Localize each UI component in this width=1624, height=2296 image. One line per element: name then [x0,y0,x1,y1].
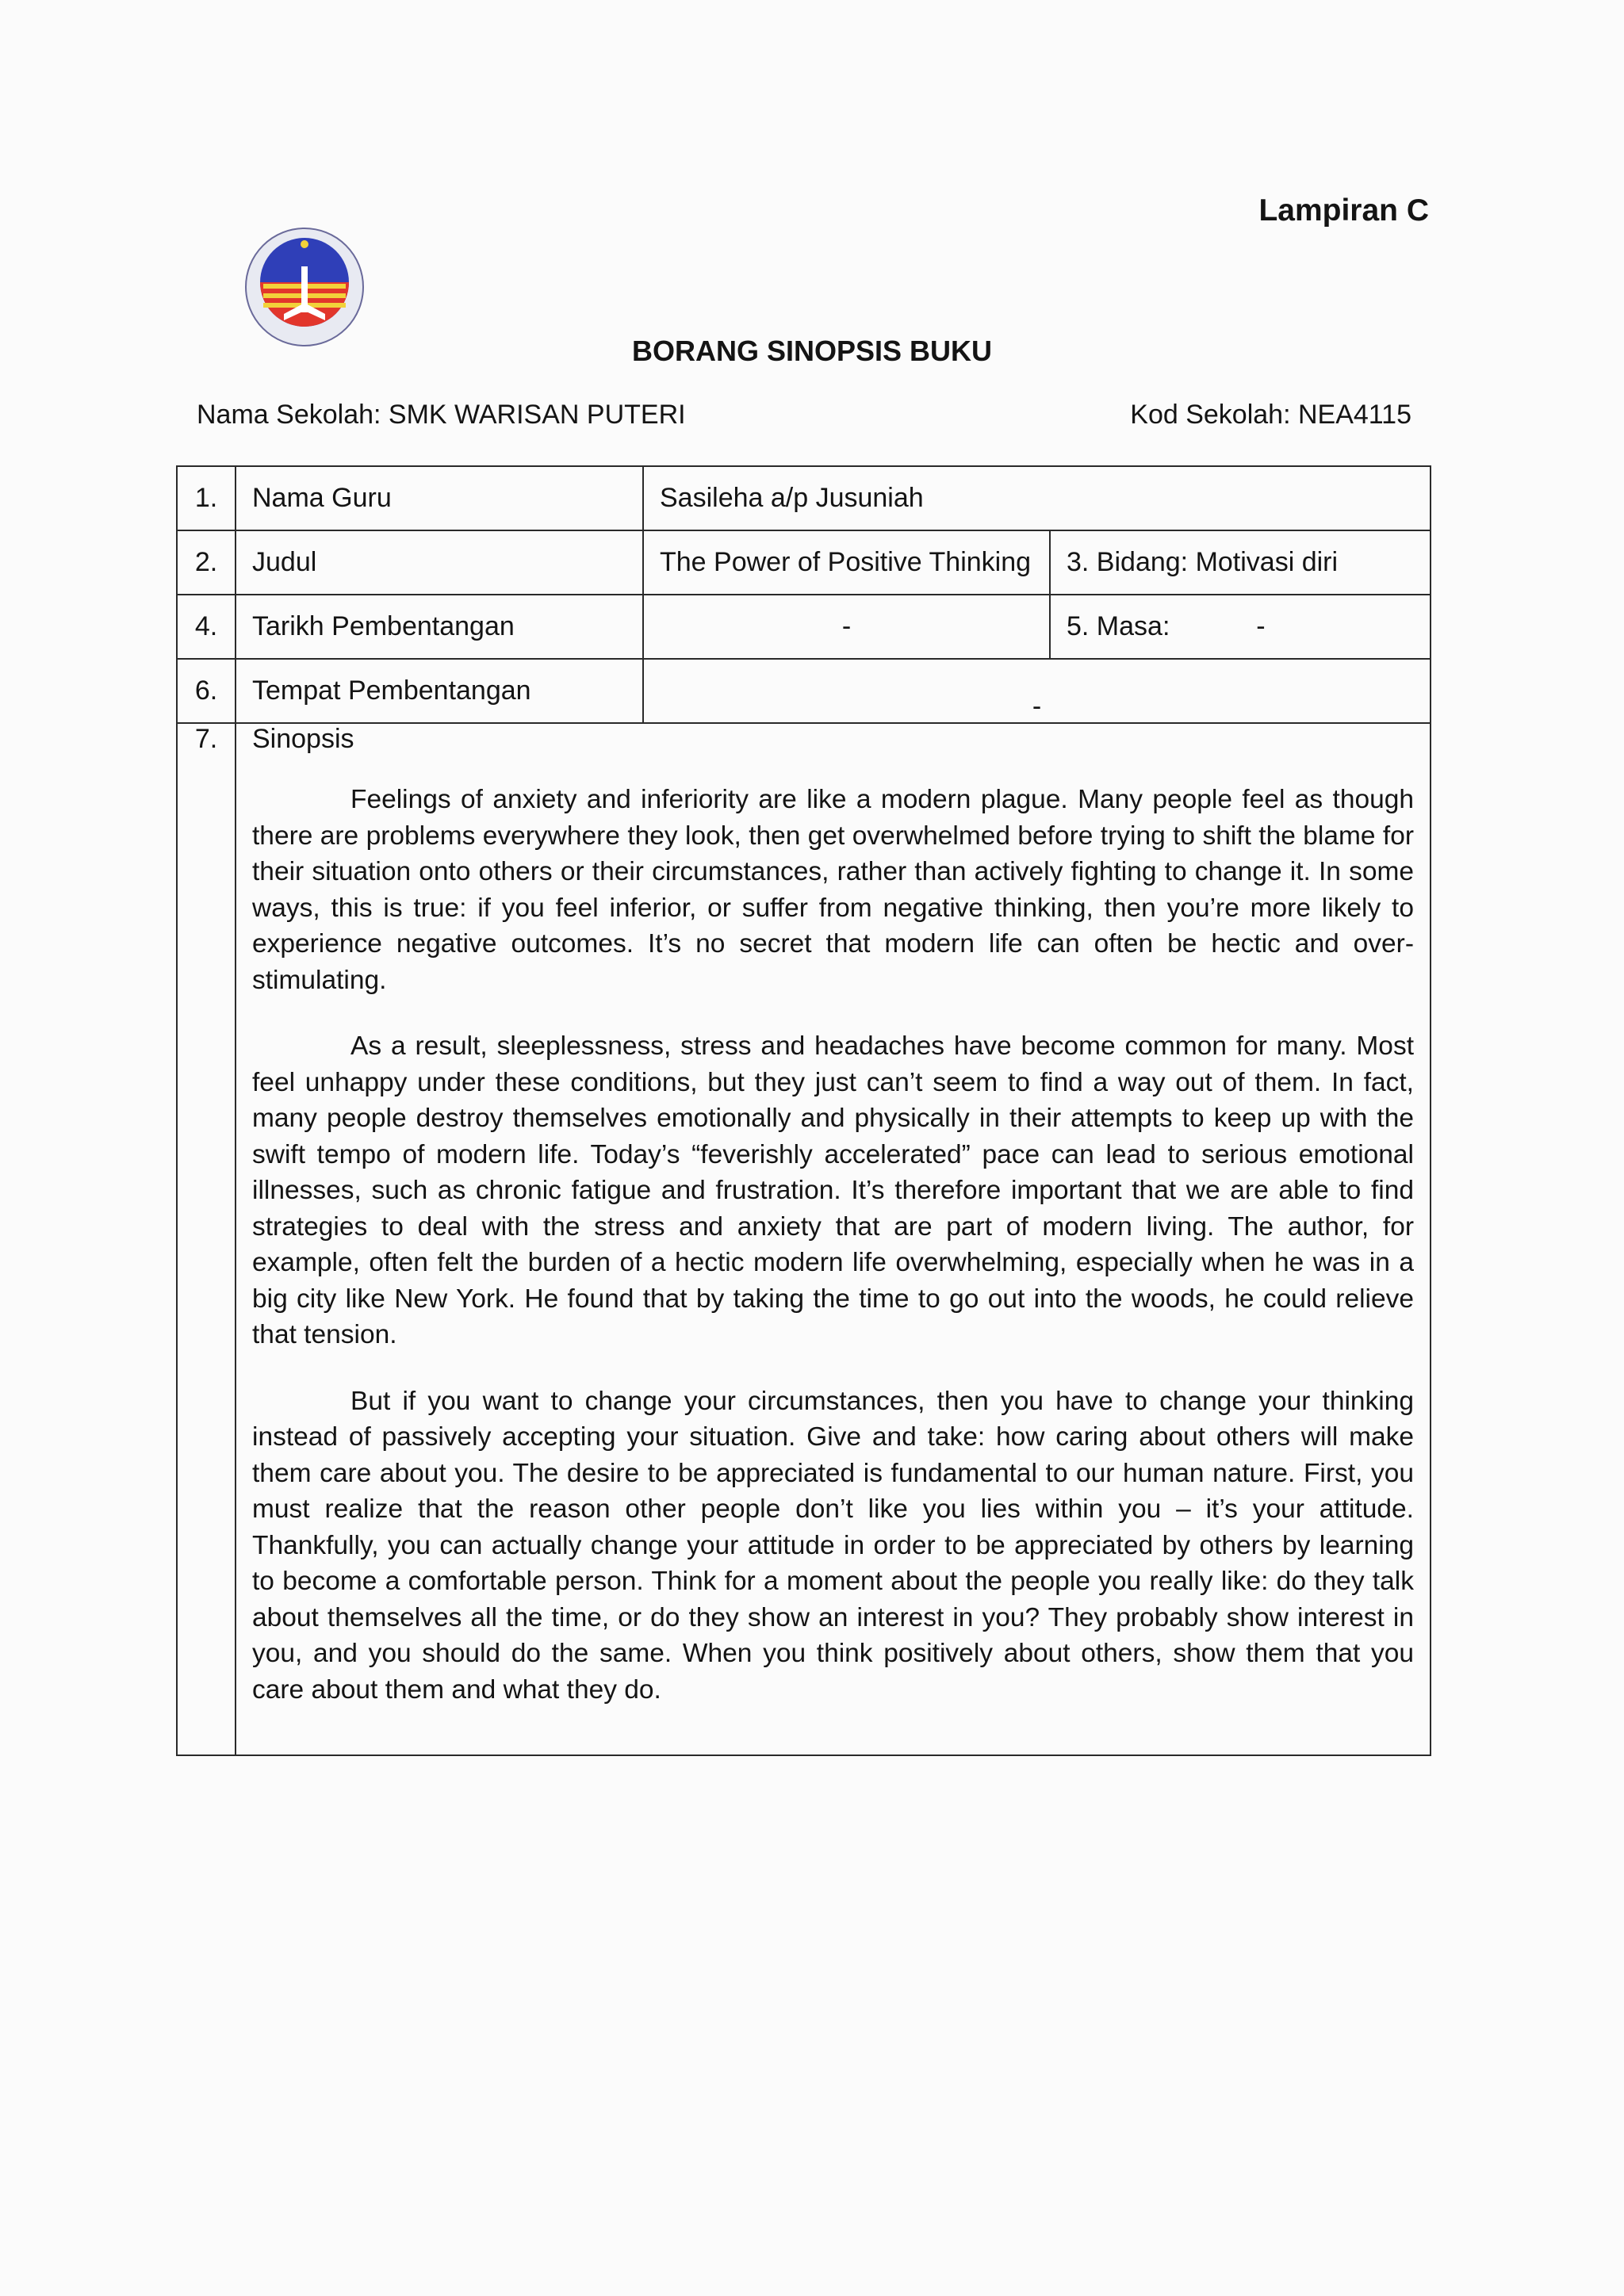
row-number: 7. [177,723,236,1755]
school-name: Nama Sekolah: SMK WARISAN PUTERI [197,400,686,430]
book-title-value: The Power of Positive Thinking [643,530,1050,595]
presentation-date-value: - [643,595,1050,659]
synopsis-body [252,782,1414,1708]
school-code: Kod Sekolah: NEA4115 [1130,400,1411,430]
presentation-place-value: - [643,659,1431,723]
synopsis-label: Sinopsis [252,724,354,754]
synopsis-paragraph: Feelings of anxiety and inferiority are like a modern plague. Many people feel as though there are problems everywhere they look, then get overwhelmed before trying to shift the blame for their situation onto others or their circumstances, rather than actively fighting to change it. In some ways, this is true: if you feel inferior, or suffer from negative thinking, then you’re more likely to experience negative outcomes. It’s no secret that modern life can often be hectic and over-stimulating. [252,785,1414,995]
row-number: 2. [177,530,236,595]
annex-label: Lampiran C [1258,193,1429,228]
synopsis-cell [236,723,1431,1755]
row-number: 6. [177,659,236,723]
ministry-of-education-logo [238,225,371,349]
synopsis-paragraph: But if you want to change your circumstances, then you have to change your thinking instead of passively accepting your situation. Give and take: how caring about others will make them care about you. The desire to be appreciated is fundamental to our human nature. First, you must realize that the reason other people don’t like you lies within you – it’s your attitude. Thankfully, you can actually change your attitude in order to be appreciated by others by learning to become a comfortable person. Think for a moment about the people you really like: do they talk about themselves all the time, or do they show an interest in you? They probably show interest in you, and you should do the same. When you think positively about others, show them that you care about them and what they do. [252,1386,1414,1705]
presentation-date-label: Tarikh Pembentangan [236,595,643,659]
time-value: - [1256,611,1266,641]
form-title: BORANG SINOPSIS BUKU [631,335,993,367]
synopsis-paragraph: As a result, sleeplessness, stress and headaches have become common for many. Most feel unhappy under these conditions, but they just can’t seem to find a way out of them. In fact, many people destroy themselves emotionally and physically in their attempts to keep up with the swift tempo of modern life. Today’s “feverishly accelerated” pace can lead to serious emotional illnesses, such as chronic fatigue and frustration. It’s therefore important that we are able to find strategies to deal with the stress and anxiety that are part of modern living. The author, for example, often felt the burden of a hectic modern life overwhelming, especially when he was in a big city like New York. He found that by taking the time to go out into the woods, he could relieve that tension. [252,1031,1414,1349]
teacher-name-value: Sasileha a/p Jusuniah [643,466,1431,530]
row-number: 4. [177,595,236,659]
synopsis-form-table [176,465,1431,1756]
presentation-place-label: Tempat Pembentangan [236,659,643,723]
table-row [177,595,1431,659]
table-row [177,659,1431,723]
teacher-name-label: Nama Guru [236,466,643,530]
field-value: 3. Bidang: Motivasi diri [1050,530,1431,595]
time-label: 5. Masa: [1067,611,1170,641]
row-number: 1. [177,466,236,530]
title-label: Judul [236,530,643,595]
table-row [177,530,1431,595]
table-row [177,723,1431,1755]
table-row [177,466,1431,530]
time-cell [1050,595,1431,659]
